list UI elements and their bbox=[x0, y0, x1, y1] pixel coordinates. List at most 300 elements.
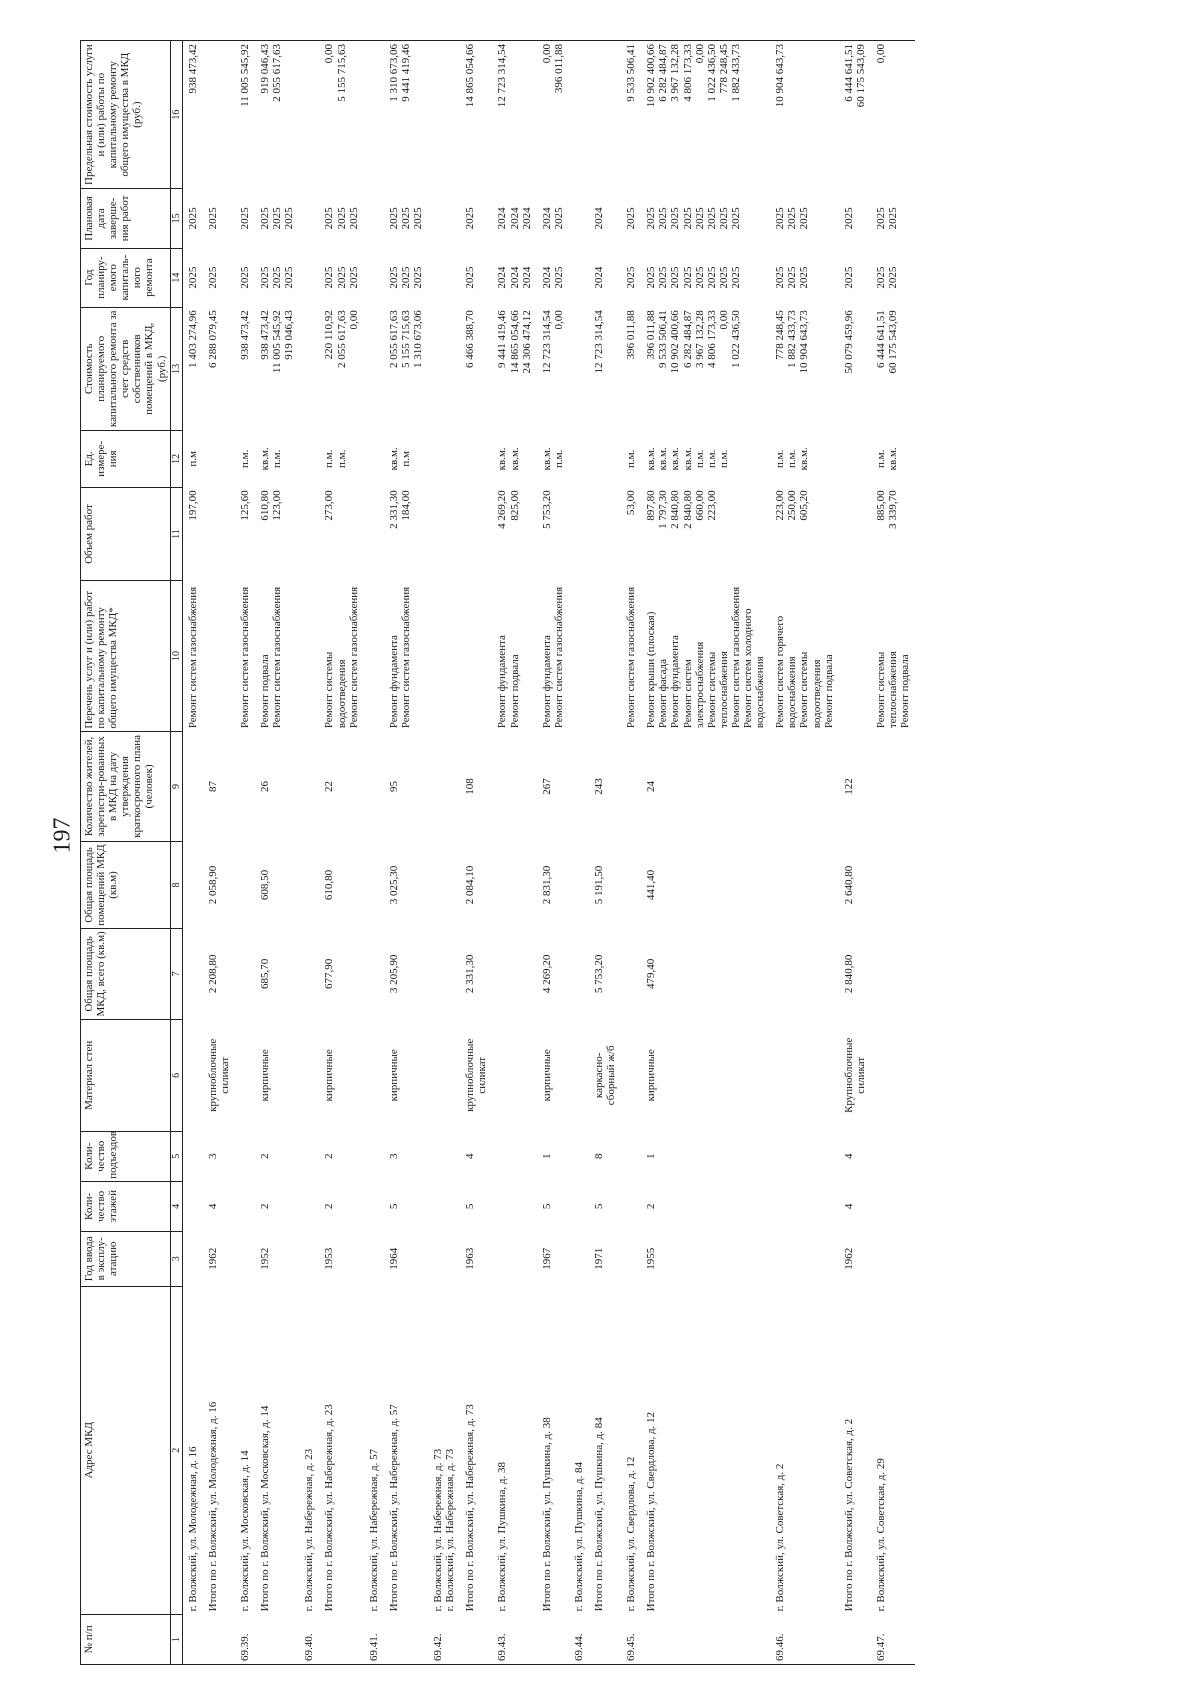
floors-cell bbox=[235, 1181, 255, 1231]
completion-date-line: 2024 bbox=[496, 207, 509, 230]
wall-material-cell bbox=[770, 1019, 838, 1131]
year-built-cell bbox=[569, 1231, 589, 1286]
max-cost-cell bbox=[384, 41, 428, 189]
works-list-cell bbox=[621, 581, 641, 731]
planned-cost-cell bbox=[641, 307, 770, 430]
residents-cell: 95 bbox=[387, 780, 400, 792]
address-line: Итого по г. Волжский, ул. Московская, д. 14 bbox=[259, 1405, 272, 1612]
address-line: Итого по г. Волжский, ул. Пушкина, д. 38 bbox=[540, 1417, 553, 1612]
max-cost-line: 12 723 314,54 bbox=[496, 44, 509, 108]
entrances-cell bbox=[492, 1131, 536, 1181]
wall-material-cell bbox=[569, 1019, 589, 1131]
wall-material-line: кирпичные bbox=[323, 1049, 336, 1102]
works-list-line: Ремонт систем электроснабжения bbox=[681, 641, 706, 729]
planned-cost-line: 4 806 173,33 bbox=[705, 310, 718, 369]
column-number: 2 bbox=[170, 1286, 182, 1614]
planned-cost-line: 919 046,43 bbox=[283, 310, 296, 360]
work-volume-cell bbox=[589, 487, 621, 580]
unit-line: п.м. bbox=[774, 449, 787, 469]
completion-date-line: 2025 bbox=[842, 207, 855, 230]
planned-cost-line: 220 110,92 bbox=[323, 310, 336, 360]
repair-year-cell bbox=[770, 248, 838, 307]
total-area-cell bbox=[428, 928, 460, 1019]
work-volume-cell bbox=[235, 487, 255, 580]
residents-cell: 22 bbox=[323, 780, 336, 792]
total-area-cell: 479,40 bbox=[645, 958, 658, 990]
works-list-line: Ремонт фундамента bbox=[387, 635, 400, 729]
address-line: г. Волжский, ул. Пушкина, д. 84 bbox=[572, 1461, 585, 1612]
floors-cell bbox=[770, 1181, 838, 1231]
works-list-cell bbox=[839, 581, 871, 731]
completion-date-line: 2024 bbox=[520, 207, 533, 230]
unit-cell bbox=[460, 430, 492, 487]
works-list-line: Ремонт системы водоотведения bbox=[323, 651, 348, 729]
total-area-cell bbox=[364, 928, 384, 1019]
works-list-line: Ремонт фундамента bbox=[496, 635, 509, 729]
unit-cell bbox=[255, 430, 299, 487]
table-body bbox=[182, 41, 915, 1665]
planned-cost-cell bbox=[537, 307, 569, 430]
entrances-cell bbox=[621, 1131, 641, 1181]
completion-date-cell bbox=[364, 189, 384, 248]
repair-year-cell bbox=[537, 248, 569, 307]
address-line: г. Волжский, ул. Набережная, д. 57 bbox=[367, 1448, 380, 1612]
wall-material-cell bbox=[182, 1019, 203, 1131]
max-cost-cell bbox=[871, 41, 915, 189]
max-cost-cell bbox=[255, 41, 299, 189]
work-volume-cell bbox=[255, 487, 299, 580]
repair-year-line: 2025 bbox=[259, 266, 272, 289]
table-row bbox=[364, 41, 384, 1665]
address-line: г. Волжский, ул. Набережная, д. 73 bbox=[444, 1448, 457, 1612]
table-row bbox=[871, 41, 915, 1665]
premises-area-cell bbox=[299, 842, 319, 929]
works-list-line: Ремонт систем газоснабжения bbox=[238, 586, 251, 729]
max-cost-line: 0,00 bbox=[540, 44, 553, 64]
completion-date-line: 2025 bbox=[693, 207, 706, 230]
unit-cell bbox=[641, 430, 770, 487]
wall-material-line: каркасно- bbox=[593, 1052, 605, 1099]
residents-cell: 122 bbox=[842, 778, 855, 795]
work-volume-line: 1 797,30 bbox=[657, 490, 670, 529]
repair-year-cell bbox=[235, 248, 255, 307]
work-volume-line: 2 840,80 bbox=[669, 490, 682, 529]
address-line: г. Волжский, ул. Молодежная, д. 16 bbox=[186, 1446, 199, 1612]
completion-date-cell bbox=[492, 189, 536, 248]
address-line: г. Волжский, ул. Советская, д. 2 bbox=[774, 1463, 787, 1612]
completion-date-cell bbox=[839, 189, 871, 248]
residents-cell: 267 bbox=[540, 778, 553, 795]
year-built-cell bbox=[871, 1231, 915, 1286]
planned-cost-line: 9 441 419,46 bbox=[496, 310, 509, 369]
floors-cell: 2 bbox=[259, 1203, 272, 1210]
address-cell bbox=[621, 1286, 641, 1614]
max-cost-cell bbox=[428, 41, 460, 189]
work-volume-line: 223,00 bbox=[774, 490, 787, 521]
works-list-line: Ремонт систем горячего водоснабжения bbox=[774, 615, 799, 729]
address-cell bbox=[299, 1286, 319, 1614]
work-volume-line: 184,00 bbox=[399, 490, 412, 521]
repair-year-line: 2025 bbox=[786, 266, 799, 289]
entrances-cell bbox=[569, 1131, 589, 1181]
entrances-cell: 4 bbox=[464, 1153, 477, 1159]
repair-year-line: 2024 bbox=[540, 266, 553, 289]
work-volume-line: 250,00 bbox=[786, 490, 799, 521]
address-cell bbox=[255, 1286, 299, 1614]
planned-cost-line: 938 473,42 bbox=[259, 310, 272, 360]
work-volume-cell bbox=[299, 487, 319, 580]
planned-cost-line: 778 248,45 bbox=[774, 310, 787, 360]
planned-cost-line: 938 473,42 bbox=[238, 310, 251, 360]
planned-cost-cell bbox=[460, 307, 492, 430]
unit-line: кв.м. bbox=[259, 447, 272, 471]
completion-date-line: 2025 bbox=[464, 207, 477, 230]
works-list-line: Ремонт фундамента bbox=[669, 635, 682, 729]
unit-line: п.м. bbox=[238, 449, 251, 469]
header-cell: Предельная стоимость услуги и (или) работы по капитальному ремонту общего имущества в МКД (руб.) bbox=[81, 41, 171, 189]
row-number: 69.41. bbox=[364, 1614, 384, 1664]
planned-cost-line: 396 011,88 bbox=[645, 310, 658, 360]
column-number: 15 bbox=[170, 189, 182, 248]
year-built-cell bbox=[235, 1231, 255, 1286]
planned-cost-cell bbox=[569, 307, 589, 430]
completion-date-line: 2025 bbox=[705, 207, 718, 230]
column-number: 9 bbox=[170, 731, 182, 842]
entrances-cell: 2 bbox=[259, 1153, 272, 1159]
unit-line: п.м. bbox=[786, 449, 799, 469]
max-cost-cell bbox=[203, 41, 235, 189]
max-cost-line: 3 967 132,28 bbox=[669, 44, 682, 102]
work-volume-cell bbox=[428, 487, 460, 580]
unit-cell bbox=[839, 430, 871, 487]
planned-cost-cell bbox=[255, 307, 299, 430]
unit-line: п.м. bbox=[335, 449, 348, 469]
unit-line: п.м. bbox=[323, 449, 336, 469]
repair-year-cell bbox=[839, 248, 871, 307]
column-number: 1 bbox=[170, 1614, 182, 1664]
works-list-cell bbox=[203, 581, 235, 731]
row-number: 69.47. bbox=[871, 1614, 915, 1664]
residents-cell bbox=[770, 731, 838, 842]
max-cost-line: 1 310 673,06 bbox=[387, 44, 400, 102]
premises-area-cell: 441,40 bbox=[645, 869, 658, 901]
work-volume-cell bbox=[569, 487, 589, 580]
work-volume-line: 2 331,30 bbox=[387, 490, 400, 529]
work-volume-line: 53,00 bbox=[625, 490, 638, 516]
works-list-line: Ремонт подвала bbox=[259, 654, 272, 729]
floors-cell bbox=[621, 1181, 641, 1231]
planned-cost-line: 60 175 543,09 bbox=[886, 310, 899, 374]
works-list-line: Ремонт системы теплоснабжения bbox=[874, 651, 899, 729]
table-row bbox=[839, 41, 871, 1665]
premises-area-cell bbox=[492, 842, 536, 929]
row-number: 69.44. bbox=[569, 1614, 589, 1664]
completion-date-cell bbox=[569, 189, 589, 248]
planned-cost-cell bbox=[182, 307, 203, 430]
work-volume-line: 3 339,70 bbox=[886, 490, 899, 529]
planned-cost-cell bbox=[839, 307, 871, 430]
row-number bbox=[255, 1614, 299, 1664]
row-number: 69.45. bbox=[621, 1614, 641, 1664]
work-volume-cell bbox=[871, 487, 915, 580]
wall-material-cell bbox=[235, 1019, 255, 1131]
completion-date-line: 2024 bbox=[593, 207, 605, 230]
works-list-cell bbox=[319, 581, 363, 731]
works-list-cell bbox=[235, 581, 255, 731]
completion-date-line: 2025 bbox=[552, 207, 565, 230]
table-row bbox=[319, 41, 363, 1665]
works-list-line: Ремонт систем газоснабжения bbox=[625, 586, 638, 729]
max-cost-cell bbox=[589, 41, 621, 189]
repair-year-line: 2024 bbox=[508, 266, 521, 289]
unit-line: кв.м. bbox=[657, 447, 670, 471]
wall-material-line: силикат bbox=[218, 1056, 231, 1094]
planned-cost-line: 1 403 274,96 bbox=[186, 310, 199, 369]
premises-area-cell: 2 831,30 bbox=[540, 865, 553, 905]
address-cell bbox=[839, 1286, 871, 1614]
wall-material-line: крупноблочные bbox=[464, 1038, 477, 1112]
max-cost-line: 1 882 433,73 bbox=[729, 44, 742, 102]
max-cost-line: 938 473,42 bbox=[186, 44, 199, 94]
work-volume-line: 825,00 bbox=[508, 490, 521, 521]
header-cell: Плановая дата заверше-ния работ bbox=[81, 189, 171, 248]
year-built-cell: 1962 bbox=[842, 1247, 855, 1270]
planned-cost-line: 6 282 484,87 bbox=[681, 310, 694, 369]
unit-line: кв.м. bbox=[508, 447, 521, 471]
completion-date-line: 2025 bbox=[729, 207, 742, 230]
works-list-cell bbox=[492, 581, 536, 731]
work-volume-line: 125,60 bbox=[238, 490, 251, 521]
header-cell: Год ввода в эксплу-атацию bbox=[81, 1231, 171, 1286]
row-number: 69.43. bbox=[492, 1614, 536, 1664]
completion-date-cell bbox=[235, 189, 255, 248]
residents-cell bbox=[428, 731, 460, 842]
works-list-line: Ремонт крыши (плоская) bbox=[645, 611, 658, 729]
unit-cell bbox=[428, 430, 460, 487]
work-volume-line: 4 269,20 bbox=[496, 490, 509, 529]
entrances-cell: 3 bbox=[206, 1153, 219, 1159]
address-cell bbox=[589, 1286, 621, 1614]
max-cost-cell bbox=[537, 41, 569, 189]
repair-year-line: 2025 bbox=[238, 266, 251, 289]
repair-year-line: 2024 bbox=[593, 266, 605, 289]
premises-area-cell bbox=[235, 842, 255, 929]
planned-cost-cell bbox=[871, 307, 915, 430]
wall-material-cell bbox=[621, 1019, 641, 1131]
planned-cost-cell bbox=[235, 307, 255, 430]
unit-line: п.м. bbox=[874, 449, 887, 469]
work-volume-line: 885,00 bbox=[874, 490, 887, 521]
max-cost-line: 0,00 bbox=[874, 44, 887, 64]
floors-cell: 4 bbox=[842, 1203, 855, 1210]
floors-cell bbox=[428, 1181, 460, 1231]
column-number: 16 bbox=[170, 41, 182, 189]
work-volume-line: 223,00 bbox=[705, 490, 718, 521]
completion-date-cell bbox=[770, 189, 838, 248]
planned-cost-cell bbox=[299, 307, 319, 430]
planned-cost-line: 12 723 314,54 bbox=[593, 310, 605, 374]
works-list-line: Ремонт систем холодного водоснабжения bbox=[742, 608, 767, 729]
residents-cell bbox=[364, 731, 384, 842]
residents-cell: 108 bbox=[464, 778, 477, 795]
table-row bbox=[460, 41, 492, 1665]
header-cell: Год планиру-емого капиталь-ного ремонта bbox=[81, 248, 171, 307]
page-number: 197 bbox=[49, 817, 76, 854]
planned-cost-line: 5 155 715,63 bbox=[399, 310, 412, 369]
row-number bbox=[182, 1614, 203, 1664]
completion-date-line: 2024 bbox=[540, 207, 553, 230]
repair-year-cell bbox=[621, 248, 641, 307]
entrances-cell: 1 bbox=[540, 1153, 553, 1159]
year-built-cell: 1955 bbox=[645, 1247, 658, 1270]
work-volume-line: 273,00 bbox=[323, 490, 336, 521]
repair-year-cell bbox=[299, 248, 319, 307]
repair-year-line: 2025 bbox=[552, 266, 565, 289]
header-cell: Коли-чество этажей bbox=[81, 1181, 171, 1231]
completion-date-line: 2025 bbox=[874, 207, 887, 230]
works-list-line: Ремонт фасада bbox=[657, 659, 670, 729]
completion-date-line: 2025 bbox=[681, 207, 694, 230]
unit-cell bbox=[537, 430, 569, 487]
work-volume-line: 123,00 bbox=[271, 490, 284, 521]
premises-area-cell bbox=[871, 842, 915, 929]
year-built-cell bbox=[428, 1231, 460, 1286]
residents-cell bbox=[621, 731, 641, 842]
wall-material-line: сборный ж/б bbox=[605, 1045, 618, 1106]
floors-cell: 2 bbox=[323, 1203, 336, 1210]
address-line: г. Волжский, ул. Пушкина, д. 38 bbox=[496, 1461, 509, 1612]
work-volume-cell bbox=[641, 487, 770, 580]
address-line: г. Волжский, ул. Набережная, д. 73 bbox=[432, 1448, 445, 1612]
header-cell: Стоимость планируемого капитального ремонта за счет средств собственников помещений в МКД, (руб.) bbox=[81, 307, 171, 430]
total-area-cell bbox=[492, 928, 536, 1019]
wall-material-line: крупноблочные bbox=[206, 1038, 219, 1112]
floors-cell: 2 bbox=[645, 1203, 658, 1210]
max-cost-line: 9 441 419,46 bbox=[399, 44, 412, 102]
year-built-cell: 1952 bbox=[259, 1247, 272, 1270]
planned-cost-cell bbox=[203, 307, 235, 430]
work-volume-cell bbox=[537, 487, 569, 580]
repair-year-line: 2025 bbox=[347, 266, 360, 289]
wall-material-cell bbox=[641, 1019, 770, 1131]
repair-year-line: 2025 bbox=[681, 266, 694, 289]
planned-cost-line: 50 079 459,96 bbox=[842, 310, 855, 374]
planned-cost-line: 3 967 132,28 bbox=[693, 310, 706, 369]
unit-cell bbox=[871, 430, 915, 487]
address-cell bbox=[384, 1286, 428, 1614]
completion-date-line: 2025 bbox=[387, 207, 400, 230]
floors-cell bbox=[182, 1181, 203, 1231]
table-row bbox=[641, 41, 770, 1665]
table-row bbox=[492, 41, 536, 1665]
entrances-cell bbox=[364, 1131, 384, 1181]
year-built-cell: 1953 bbox=[323, 1247, 336, 1270]
total-area-cell: 3 205,90 bbox=[387, 954, 400, 994]
work-volume-cell bbox=[203, 487, 235, 580]
completion-date-line: 2025 bbox=[786, 207, 799, 230]
repair-year-line: 2025 bbox=[842, 266, 855, 289]
work-volume-cell bbox=[364, 487, 384, 580]
works-list-cell bbox=[364, 581, 384, 731]
wall-material-cell bbox=[384, 1019, 428, 1131]
table-row bbox=[182, 41, 203, 1665]
wall-material-cell bbox=[319, 1019, 363, 1131]
year-built-cell: 1962 bbox=[206, 1247, 219, 1270]
entrances-cell bbox=[428, 1131, 460, 1181]
header-cell: Адрес МКД bbox=[81, 1286, 171, 1614]
table-row bbox=[770, 41, 838, 1665]
wall-material-line: кирпичные bbox=[540, 1049, 553, 1102]
year-built-cell bbox=[492, 1231, 536, 1286]
unit-cell bbox=[299, 430, 319, 487]
repair-year-cell bbox=[641, 248, 770, 307]
entrances-cell bbox=[871, 1131, 915, 1181]
wall-material-cell bbox=[203, 1019, 235, 1131]
repair-year-line: 2025 bbox=[206, 266, 219, 289]
column-number-row bbox=[170, 41, 182, 1665]
unit-line: кв.м. bbox=[886, 447, 899, 471]
row-number bbox=[589, 1614, 621, 1664]
works-list-line: Ремонт систем газоснабжения bbox=[271, 586, 284, 729]
column-number: 8 bbox=[170, 842, 182, 929]
address-line: г. Волжский, ул. Московская, д. 14 bbox=[238, 1450, 251, 1612]
total-area-cell bbox=[871, 928, 915, 1019]
floors-cell: 4 bbox=[206, 1203, 219, 1210]
max-cost-cell bbox=[319, 41, 363, 189]
header-cell: Коли-чество подъездов bbox=[81, 1131, 171, 1181]
total-area-cell: 677,90 bbox=[323, 958, 336, 990]
planned-cost-line: 10 902 400,66 bbox=[669, 310, 682, 374]
completion-date-line: 2025 bbox=[206, 207, 219, 230]
premises-area-cell bbox=[182, 842, 203, 929]
premises-area-cell bbox=[364, 842, 384, 929]
wall-material-cell bbox=[492, 1019, 536, 1131]
column-number: 11 bbox=[170, 487, 182, 580]
work-volume-cell bbox=[182, 487, 203, 580]
works-list-cell bbox=[182, 581, 203, 731]
works-list-cell bbox=[569, 581, 589, 731]
completion-date-line: 2025 bbox=[271, 207, 284, 230]
max-cost-cell bbox=[492, 41, 536, 189]
repair-year-line: 2024 bbox=[496, 266, 509, 289]
table-row bbox=[203, 41, 235, 1665]
completion-date-cell bbox=[871, 189, 915, 248]
repair-year-line: 2025 bbox=[323, 266, 336, 289]
planned-cost-line: 0,00 bbox=[347, 310, 360, 330]
works-list-line: Ремонт подвала bbox=[899, 654, 912, 729]
planned-cost-line: 11 005 545,92 bbox=[271, 310, 284, 374]
max-cost-cell bbox=[182, 41, 203, 189]
address-cell bbox=[641, 1286, 770, 1614]
max-cost-cell bbox=[299, 41, 319, 189]
residents-cell bbox=[569, 731, 589, 842]
repair-year-line: 2025 bbox=[464, 266, 477, 289]
work-volume-cell bbox=[460, 487, 492, 580]
wall-material-cell bbox=[460, 1019, 492, 1131]
floors-cell: 5 bbox=[387, 1203, 400, 1210]
repair-year-line: 2025 bbox=[399, 266, 412, 289]
premises-area-cell: 610,80 bbox=[323, 869, 336, 901]
works-list-line: Ремонт системы теплоснабжения bbox=[705, 651, 730, 729]
completion-date-cell bbox=[641, 189, 770, 248]
planned-cost-line: 14 865 054,66 bbox=[508, 310, 521, 374]
total-area-cell bbox=[182, 928, 203, 1019]
planned-cost-line: 0,00 bbox=[552, 310, 565, 330]
planned-cost-line: 1 022 436,50 bbox=[729, 310, 742, 369]
wall-material-cell bbox=[871, 1019, 915, 1131]
max-cost-cell bbox=[364, 41, 384, 189]
address-cell bbox=[364, 1286, 384, 1614]
